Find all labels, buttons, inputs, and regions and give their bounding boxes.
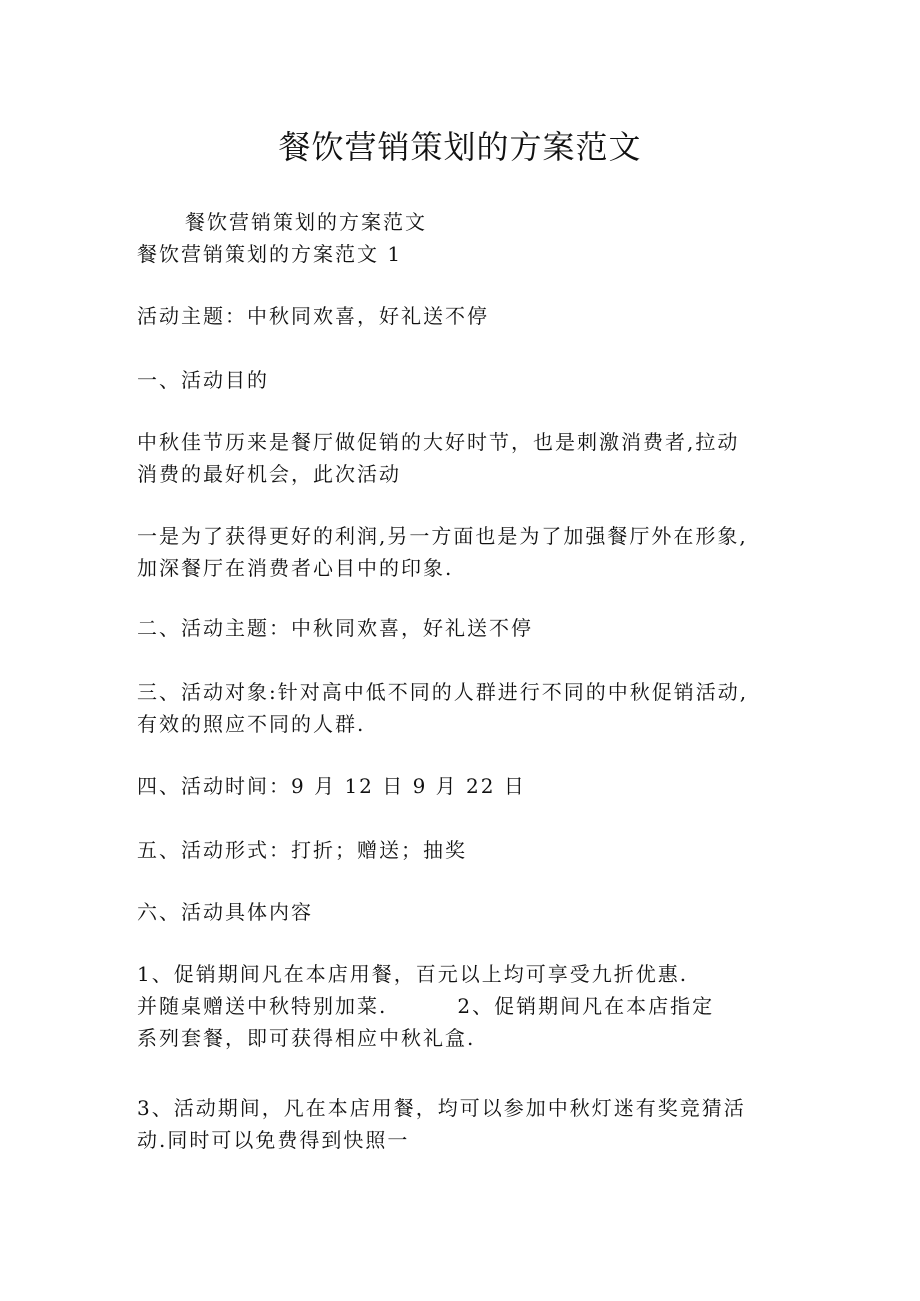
paragraph-purpose-2 xyxy=(137,520,797,584)
heading-activity-time: 四、活动时间：9 月 12 日 9 月 22 日 xyxy=(137,774,526,798)
content-items-1-2 xyxy=(137,958,797,1054)
paragraph-line: 三、活动对象:针对高中低不同的人群进行不同的中秋促销活动, xyxy=(137,680,749,704)
activity-theme-line: 活动主题：中秋同欢喜，好礼送不停 xyxy=(137,304,489,328)
paragraph-line: 有效的照应不同的人群. xyxy=(137,712,366,736)
heading-activity-target xyxy=(137,676,797,740)
paragraph-line: 一是为了获得更好的利润,另一方面也是为了加强餐厅外在形象, xyxy=(137,524,748,548)
paragraph-line: 加深餐厅在消费者心目中的印象. xyxy=(137,556,454,580)
paragraph-line: 消费的最好机会，此次活动 xyxy=(137,462,401,486)
heading-activity-form: 五、活动形式：打折；赠送；抽奖 xyxy=(137,838,467,862)
paragraph-line: 中秋佳节历来是餐厅做促销的大好时节，也是刺激消费者,拉动 xyxy=(137,430,740,454)
document-subtitle: 餐饮营销策划的方案范文 xyxy=(185,210,427,234)
paragraph-line xyxy=(137,990,797,1022)
heading-activity-content: 六、活动具体内容 xyxy=(137,900,313,924)
paragraph-line: 1、促销期间凡在本店用餐，百元以上均可享受九折优惠. xyxy=(137,962,689,986)
heading-activity-theme: 二、活动主题：中秋同欢喜，好礼送不停 xyxy=(137,616,533,640)
paragraph-line: 系列套餐，即可获得相应中秋礼盒. xyxy=(137,1026,476,1050)
section-heading: 餐饮营销策划的方案范文 1 xyxy=(137,242,403,266)
item-2-start: 2、促销期间凡在本店指定 xyxy=(457,994,715,1018)
paragraph-purpose-1 xyxy=(137,426,797,490)
content-item-3 xyxy=(137,1092,797,1156)
paragraph-line: 3、活动期间，凡在本店用餐，均可以参加中秋灯迷有奖竞猜活 xyxy=(137,1096,746,1120)
heading-activity-purpose: 一、活动目的 xyxy=(137,368,269,392)
paragraph-line: 动.同时可以免费得到快照一 xyxy=(137,1128,410,1152)
document-title: 餐饮营销策划的方案范文 xyxy=(278,128,642,166)
item-1-continuation: 并随桌赠送中秋特别加菜. xyxy=(137,994,388,1018)
